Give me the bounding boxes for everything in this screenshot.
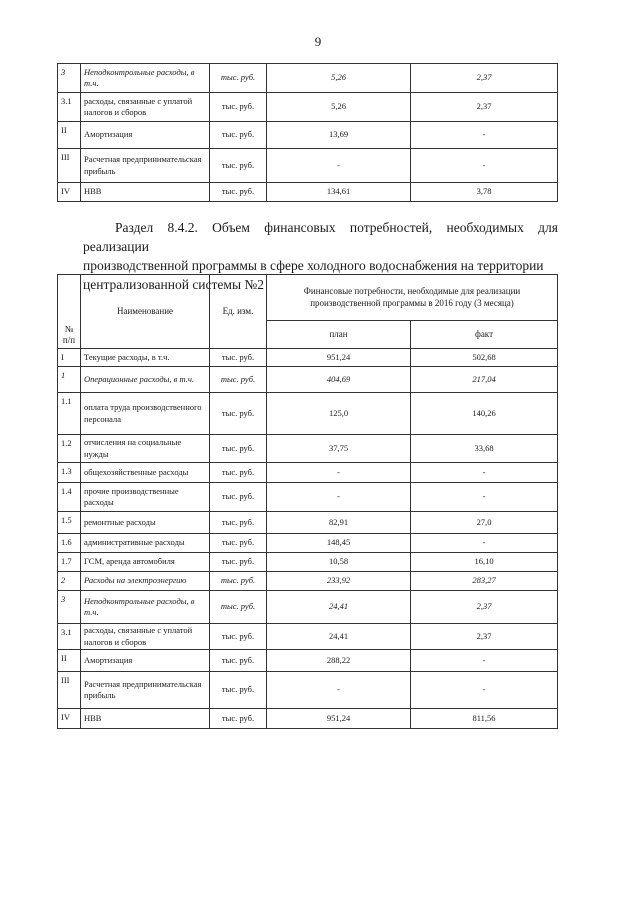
row-unit: тыс. руб.: [210, 183, 267, 202]
row-unit: тыс. руб.: [210, 393, 267, 435]
row-plan-value: 233,92: [267, 572, 411, 591]
row-fact-value: 2,37: [411, 624, 558, 650]
row-plan-value: 288,22: [267, 650, 411, 672]
row-plan-value: 951,24: [267, 349, 411, 367]
row-number: 3: [58, 64, 81, 93]
row-number: 1.5: [58, 512, 81, 534]
row-number: 3: [58, 591, 81, 624]
table-row: [58, 435, 558, 463]
table-row: [58, 624, 558, 650]
header-financial-needs: Финансовые потребности, необходимые для реализации производственной программы в 2016 году (3 месяца): [267, 275, 558, 321]
section-heading-line-1: Раздел 8.4.2. Объем финансовых потребностей, необходимых для реализации: [83, 220, 558, 254]
row-unit: тыс. руб.: [210, 93, 267, 122]
header-fact: факт: [411, 321, 558, 349]
row-plan-value: 24,41: [267, 591, 411, 624]
row-number: 3.1: [58, 624, 81, 650]
row-unit: тыс. руб.: [210, 572, 267, 591]
row-name: НВВ: [81, 709, 210, 729]
row-unit: тыс. руб.: [210, 709, 267, 729]
row-name: Текущие расходы, в т.ч.: [81, 349, 210, 367]
row-unit: тыс. руб.: [210, 553, 267, 572]
row-number: II: [58, 122, 81, 149]
row-unit: тыс. руб.: [210, 624, 267, 650]
row-plan-value: -: [267, 463, 411, 483]
table-row: [58, 149, 558, 183]
row-plan-value: 10,58: [267, 553, 411, 572]
row-unit: тыс. руб.: [210, 349, 267, 367]
row-name: Амортизация: [81, 122, 210, 149]
row-unit: тыс. руб.: [210, 149, 267, 183]
row-name: ГСМ, аренда автомобиля: [81, 553, 210, 572]
row-name: Расчетная предпринимательская прибыль: [81, 672, 210, 709]
table-row: [58, 367, 558, 393]
row-unit: тыс. руб.: [210, 483, 267, 512]
row-number: I: [58, 349, 81, 367]
row-number: II: [58, 650, 81, 672]
row-name: отчисления на социальные нужды: [81, 435, 210, 463]
row-number: IV: [58, 183, 81, 202]
row-fact-value: 3,78: [411, 183, 558, 202]
row-name: расходы, связанные с уплатой налогов и сборов: [81, 624, 210, 650]
financial-table-continued: [57, 63, 558, 202]
row-unit: тыс. руб.: [210, 367, 267, 393]
row-number: 1.2: [58, 435, 81, 463]
row-number: 1.4: [58, 483, 81, 512]
row-plan-value: 125,0: [267, 393, 411, 435]
row-unit: тыс. руб.: [210, 512, 267, 534]
row-unit: тыс. руб.: [210, 672, 267, 709]
row-name: НВВ: [81, 183, 210, 202]
financial-needs-table: [57, 274, 558, 729]
row-name: Неподконтрольные расходы, в т.ч.: [81, 591, 210, 624]
row-plan-value: 13,69: [267, 122, 411, 149]
row-plan-value: -: [267, 672, 411, 709]
row-fact-value: -: [411, 650, 558, 672]
row-fact-value: -: [411, 463, 558, 483]
row-plan-value: 5,26: [267, 93, 411, 122]
table-row: [58, 393, 558, 435]
table-row: [58, 64, 558, 93]
row-plan-value: 5,26: [267, 64, 411, 93]
row-plan-value: 148,45: [267, 534, 411, 553]
table-row: [58, 672, 558, 709]
row-unit: тыс. руб.: [210, 463, 267, 483]
row-fact-value: -: [411, 534, 558, 553]
row-fact-value: 811,56: [411, 709, 558, 729]
row-number: 1.7: [58, 553, 81, 572]
row-name: Операционные расходы, в т.ч.: [81, 367, 210, 393]
row-fact-value: 2,37: [411, 93, 558, 122]
row-number: III: [58, 672, 81, 709]
row-name: прочие производственные расходы: [81, 483, 210, 512]
table-row: [58, 122, 558, 149]
section-heading-line-2: производственной программы в сфере холодного водоснабжения на территории: [83, 258, 544, 273]
row-fact-value: 2,37: [411, 591, 558, 624]
row-fact-value: 140,26: [411, 393, 558, 435]
row-unit: тыс. руб.: [210, 64, 267, 93]
row-fact-value: -: [411, 122, 558, 149]
row-name: Неподконтрольные расходы, в т.ч.: [81, 64, 210, 93]
page-number: 9: [314, 34, 322, 49]
row-plan-value: 951,24: [267, 709, 411, 729]
table-row: [58, 534, 558, 553]
row-name: административные расходы: [81, 534, 210, 553]
row-unit: тыс. руб.: [210, 122, 267, 149]
row-plan-value: -: [267, 483, 411, 512]
row-unit: тыс. руб.: [210, 650, 267, 672]
table-row: [58, 553, 558, 572]
row-plan-value: 37,75: [267, 435, 411, 463]
row-name: расходы, связанные с уплатой налогов и сборов: [81, 93, 210, 122]
row-unit: тыс. руб.: [210, 435, 267, 463]
row-number: 2: [58, 572, 81, 591]
table-row: [58, 709, 558, 729]
row-number: 1.6: [58, 534, 81, 553]
row-fact-value: 502,68: [411, 349, 558, 367]
row-plan-value: 24,41: [267, 624, 411, 650]
row-plan-value: 82,91: [267, 512, 411, 534]
header-name: Наименование: [81, 275, 210, 349]
row-name: ремонтные расходы: [81, 512, 210, 534]
section-heading-line-3: централизованной системы №2: [83, 277, 265, 292]
table-row: [58, 183, 558, 202]
row-unit: тыс. руб.: [210, 591, 267, 624]
row-fact-value: 33,68: [411, 435, 558, 463]
row-name: Амортизация: [81, 650, 210, 672]
row-fact-value: 16,10: [411, 553, 558, 572]
table-row: [58, 650, 558, 672]
row-fact-value: 217,04: [411, 367, 558, 393]
row-fact-value: -: [411, 483, 558, 512]
table-row: [58, 483, 558, 512]
row-name: Расчетная предпринимательская прибыль: [81, 149, 210, 183]
row-plan-value: 404,69: [267, 367, 411, 393]
row-name: Расходы на электроэнергию: [81, 572, 210, 591]
row-number: IV: [58, 709, 81, 729]
row-number: 1.1: [58, 393, 81, 435]
table-row: [58, 93, 558, 122]
row-name: оплата труда производственного персонала: [81, 393, 210, 435]
header-unit: Ед. изм.: [210, 275, 267, 349]
row-fact-value: 283,27: [411, 572, 558, 591]
table-row: [58, 572, 558, 591]
header-plan: план: [267, 321, 411, 349]
table-row: [58, 463, 558, 483]
table-row: [58, 349, 558, 367]
header-num: № п/п: [58, 275, 81, 349]
row-number: 1.3: [58, 463, 81, 483]
row-name: общехозяйственные расходы: [81, 463, 210, 483]
row-number: III: [58, 149, 81, 183]
table-row: [58, 591, 558, 624]
row-fact-value: -: [411, 672, 558, 709]
row-fact-value: 27,0: [411, 512, 558, 534]
row-number: 3.1: [58, 93, 81, 122]
row-fact-value: -: [411, 149, 558, 183]
table-row: [58, 512, 558, 534]
row-fact-value: 2,37: [411, 64, 558, 93]
row-unit: тыс. руб.: [210, 534, 267, 553]
row-plan-value: 134,61: [267, 183, 411, 202]
row-number: 1: [58, 367, 81, 393]
row-plan-value: -: [267, 149, 411, 183]
